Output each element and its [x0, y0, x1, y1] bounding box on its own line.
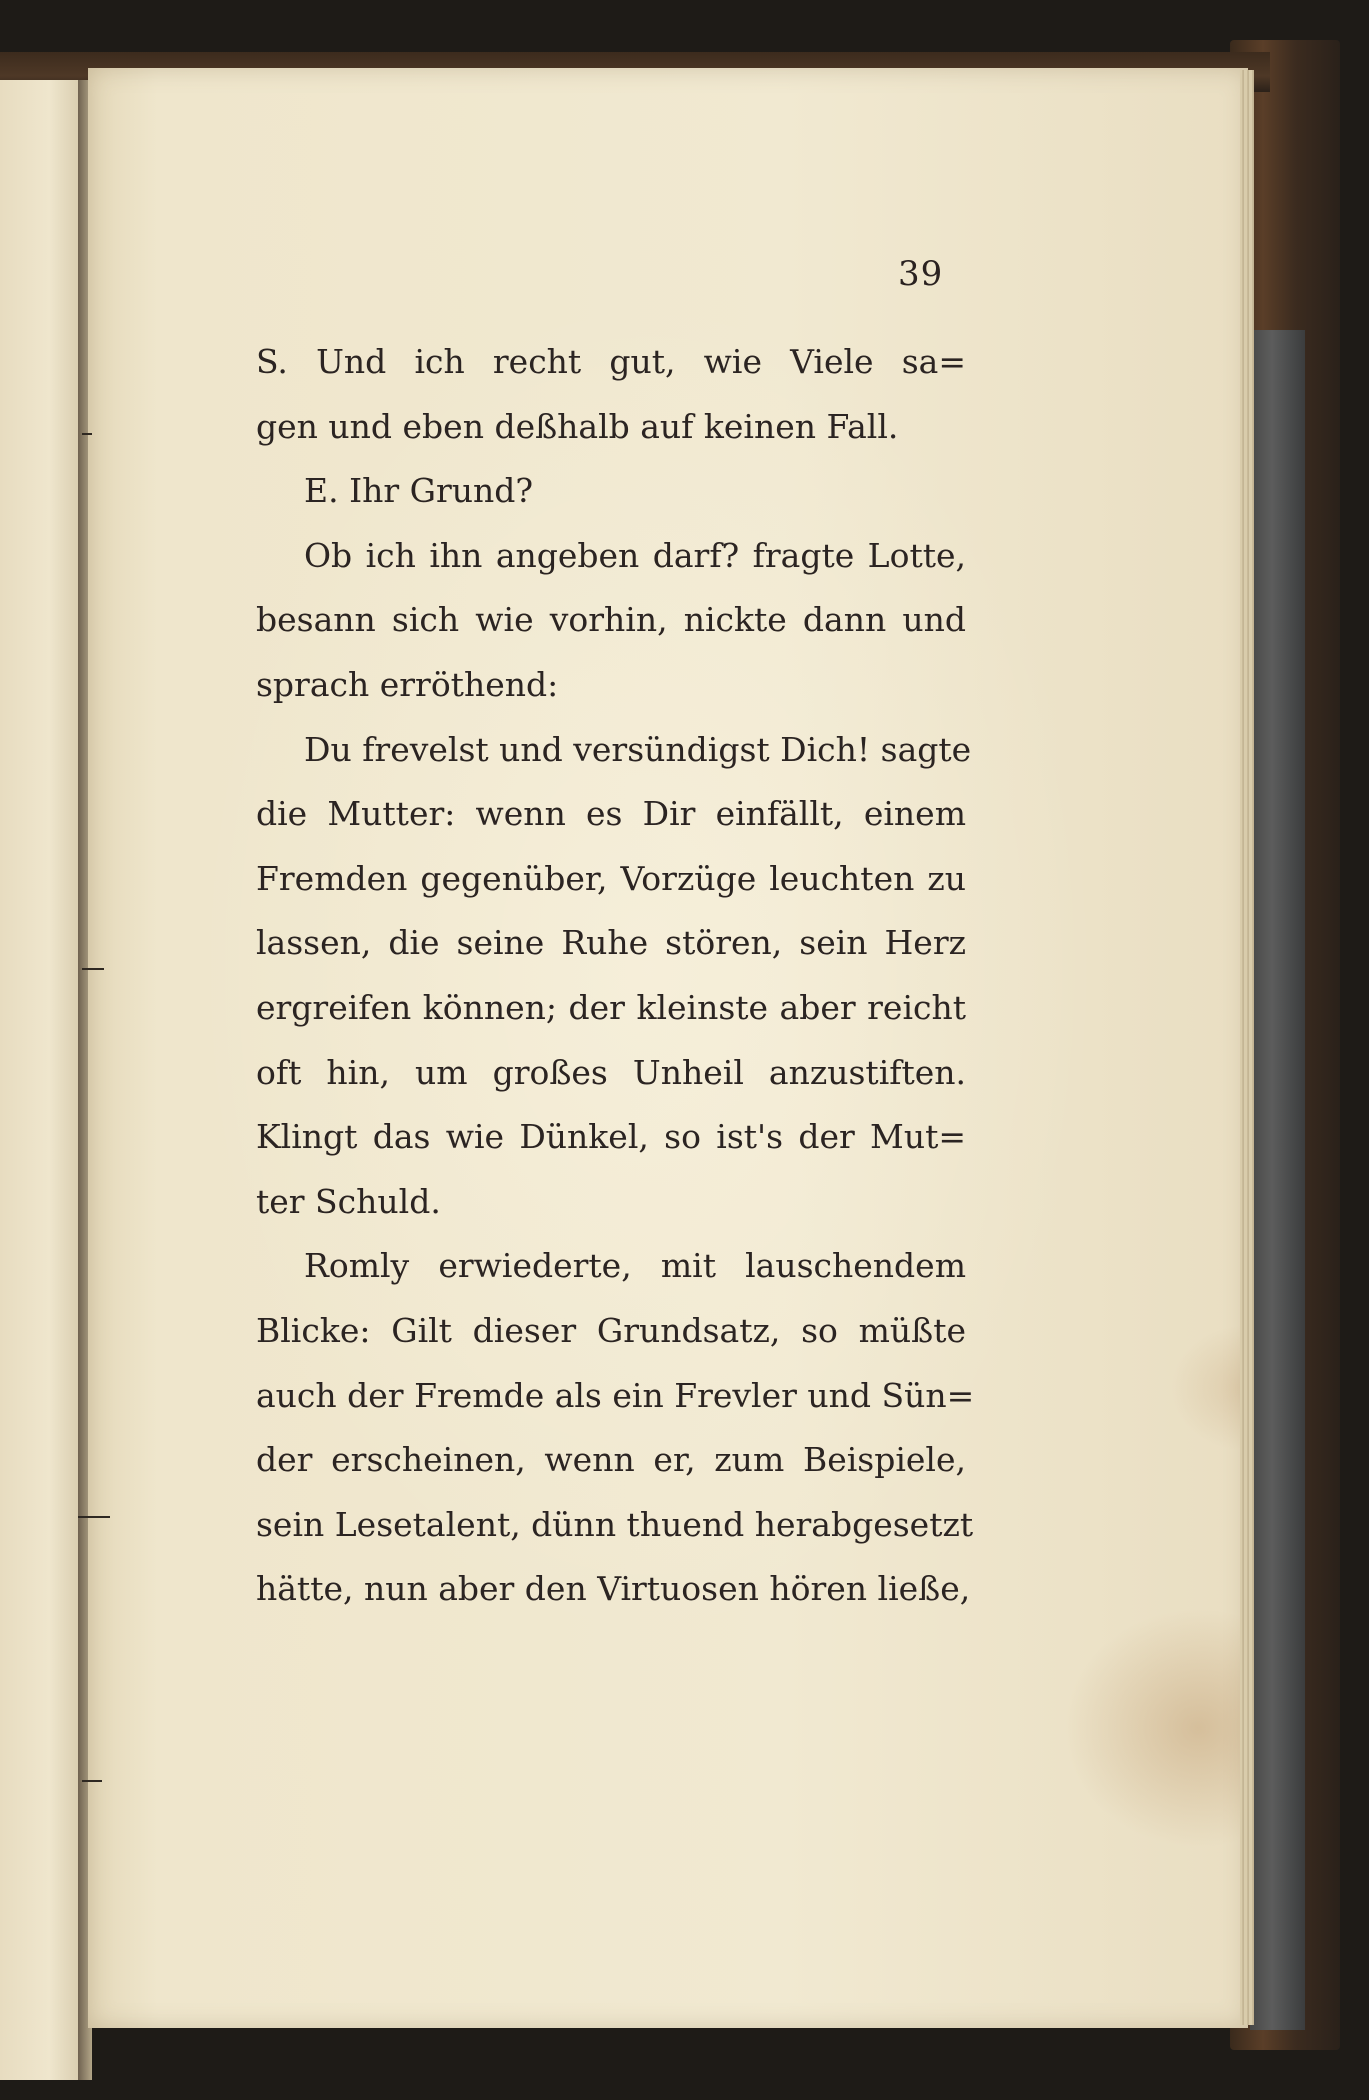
margin-tick: [82, 1780, 102, 1782]
text-line: Romly erwiederte, mit lauschendem: [304, 1246, 966, 1286]
text-line: Du frevelst und versündigst Dich! sagte: [304, 729, 972, 769]
text-line: gen und eben deßhalb auf keinen Fall.: [256, 406, 899, 446]
text-line: der erscheinen, wenn er, zum Beispiele,: [256, 1440, 966, 1480]
text-line: Klingt das wie Dünkel, so ist's der Mut=: [256, 1117, 966, 1157]
text-line: sein Lesetalent, dünn thuend herabgesetzt: [256, 1504, 974, 1544]
text-line: E. Ihr Grund?: [304, 471, 534, 511]
text-line: Fremden gegenüber, Vorzüge leuchten zu: [256, 858, 966, 898]
facing-page: [0, 80, 82, 2080]
text-line: hätte, nun aber den Virtuosen hören ließe,: [256, 1569, 971, 1609]
text-line: sprach erröthend:: [256, 664, 559, 704]
page-text: [256, 330, 975, 1622]
margin-tick: [82, 968, 104, 970]
text-line: besann sich wie vorhin, nickte dann und: [256, 600, 966, 640]
text-line: S. Und ich recht gut, wie Viele sa=: [256, 342, 966, 381]
book-cover-edge: [1250, 330, 1305, 2030]
margin-tick: [78, 1516, 110, 1518]
text-line: ergreifen können; der kleinste aber reicht: [256, 987, 966, 1027]
text-line: auch der Fremde als ein Frevler und Sün=: [256, 1375, 975, 1415]
text-line: ter Schuld.: [256, 1181, 441, 1221]
page-edges: [1240, 70, 1254, 2025]
text-line: oft hin, um großes Unheil anzustiften.: [256, 1052, 966, 1092]
margin-tick: [82, 433, 92, 435]
text-line: lassen, die seine Ruhe stören, sein Herz: [256, 923, 966, 963]
text-line: Blicke: Gilt dieser Grundsatz, so müßte: [256, 1310, 966, 1350]
page-number: 39: [898, 254, 944, 294]
text-line: Ob ich ihn angeben darf? fragte Lotte,: [304, 535, 966, 575]
text-line: die Mutter: wenn es Dir einfällt, einem: [256, 794, 966, 834]
